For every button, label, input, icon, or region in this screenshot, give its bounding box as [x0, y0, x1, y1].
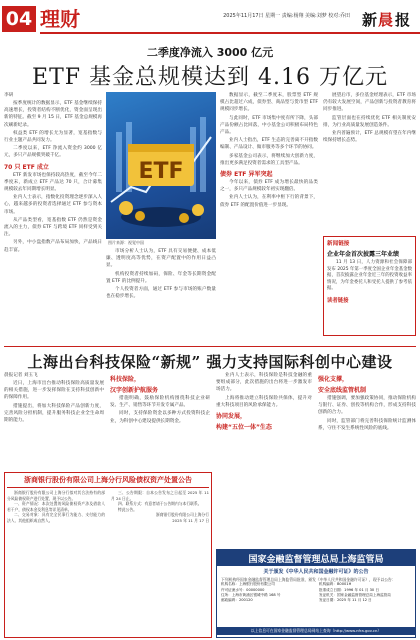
notice-paragraph: 浙商银行股份有限公司上海分行拟对其合法持有的部分风险债权资产进行处置，现予以公告。	[7, 490, 105, 501]
license-field: 批准成立日期：1996 年 01 月 30 日	[319, 587, 379, 592]
header-rule	[40, 32, 420, 34]
paragraph: 近日，上海市出台推动科技保险高质量发展的相关措施，进一步发挥保险在支持科技创新中的保障作用。	[4, 381, 104, 401]
story2-byline: 晨报记者 刘玉飞	[4, 373, 38, 378]
paragraph: 另外，中小盘指数产品布局加快，产品线日趋丰富。	[4, 240, 102, 253]
paragraph: 机构投资者持续加码，保险、年金等长期资金配置 ETF 的比例提升。	[106, 271, 216, 284]
story1-column-1	[4, 92, 102, 344]
page-header	[0, 0, 420, 34]
paragraph: 个人投资者方面，通过 ETF 参与市场的账户数量也在稳步增长。	[106, 287, 216, 300]
subhead: 强化支撑，	[318, 376, 349, 383]
paragraph: 业内人士表示，科技保险是科技金融的重要组成部分，此次措施的出台将进一步激发市场活力。	[216, 373, 312, 393]
notice-date: 2025 年 11 月 17 日	[172, 517, 209, 523]
subhead: 安全底线监管机制	[318, 387, 367, 394]
paragraph: 多家基金公司表示，将继续加大创新力度，推出更多满足投资者需求的工具型产品。	[220, 153, 318, 166]
paragraph: 监管层面也在持续优化 ETF 相关制度安排，为行业高质量发展创造条件。	[323, 115, 416, 128]
paragraph: 业内人士认为，在利率中枢下行的背景下，债券 ETF 的配置价值进一步显现。	[220, 195, 318, 208]
story1-column-4	[323, 92, 416, 232]
story1-byline: 李研	[4, 93, 14, 98]
newspaper-logo	[358, 3, 418, 31]
license-field: 机构名称：上海银行股份有限公司	[221, 582, 275, 587]
notice-paragraph: 四、联系方式：有意者请于公告期内与本行联系。	[118, 501, 202, 507]
regulator-notice-body: 下列机构经国家金融监督管理总局上海监管局批准，颁发《中华人民共和国金融许可证》，现予以公告：	[221, 577, 396, 582]
svg-text:报: 报	[395, 11, 411, 29]
story1-column-3	[220, 92, 318, 344]
etf-illustration	[106, 92, 216, 239]
paragraph: 按季度统计的数据显示，ETF 基金继续保持高速增长，投资者结构不断优化，资金面呈现出新的特征。截至 9 月 15 日，ETF 基金总规模再次刷新纪录。	[4, 101, 102, 128]
notice-signature: 浙商银行股份有限公司上海分行	[155, 512, 209, 518]
license-field: 许可证流水号：00000000	[221, 587, 265, 592]
story1-column-2	[106, 248, 216, 344]
notice-paragraph: 二、交易对象：具有完全民事行为能力、支付能力的法人、其他组织或自然人。	[7, 512, 105, 523]
news-link-body: 11 月 13 日，人力资源和社会保障部发布 2025 年第一季度全国企业年金基金数据，首次披露企业年金近三年的投资收益率情况，为年金委托人和受托人提供了参考依据。	[327, 260, 412, 292]
paragraph: 二季度以来，ETF 净流入资金约 3000 亿元，多只产品规模突破千亿。	[4, 146, 102, 159]
etf-photo	[106, 92, 216, 239]
notice-paragraph: 三、公告期限：自本公告发布之日起至 2025 年 11 月 24 日止。	[111, 490, 209, 501]
svg-text:新: 新	[362, 11, 378, 29]
story1-headline: ETF 基金总规模达到 4.16 万亿元	[32, 65, 388, 90]
license-field: 住所：上海市黄浦区银城中路 168 号	[221, 592, 281, 597]
paragraph: 措施提出，将加大科技保险产品创新力度，完善风险分担机制，提升服务科技企业全生命周期的能力。	[4, 403, 104, 424]
story2-column-1	[4, 372, 104, 468]
license-field: 机构编码：B0001H	[319, 582, 352, 587]
bank-notice-body	[7, 490, 209, 524]
news-link-title: 新闻链接	[327, 241, 350, 247]
bank-notice-ad	[4, 472, 212, 638]
news-link-box	[323, 236, 416, 336]
section-title: 理财	[40, 7, 80, 31]
paragraph: 与此同时，ETF 市场集中度有所下降，头部产品份额占比回落，中小基金公司积极布局特色产品。	[220, 115, 318, 136]
story2-column-3	[216, 372, 312, 546]
story1-deck: 二季度净流入 3000 亿元	[146, 46, 274, 59]
svg-text:ETF: ETF	[138, 159, 184, 184]
story2-headline: 上海出台科技保险“新规” 强力支持国际科创中心建设	[27, 353, 393, 371]
paragraph: 业内普遍预计，ETF 总规模有望在年内继续保持增长态势。	[323, 131, 416, 144]
regulator-notice-subheader: 关于颁发《中华人民共和国金融许可证》的公告	[263, 569, 369, 575]
paragraph: 上海将推动建立科技保险共保体，提升对重大科技项目的风险承保能力。	[216, 395, 312, 408]
story2-column-4	[318, 372, 416, 546]
regulator-notice-ad	[216, 549, 416, 638]
paragraph: 权益类 ETF 的增长尤为显著，宽基指数与行业主题产品共同发力。	[4, 130, 102, 144]
news-link-subtitle: 企业年金首次披露三年业绩	[327, 251, 400, 258]
regulator-notice-header: 国家金融监督管理总局上海监管局	[217, 550, 415, 566]
subhead: 70 只 ETF 成立	[4, 163, 49, 171]
license-field: 发证日期：2025 年 11 月 12 日	[319, 598, 372, 603]
paragraph: 从产品类型看，宽基指数 ETF 仍然是资金流入的主力，债券 ETF 与跨境 ETF 同样受到关注。	[4, 217, 102, 238]
paragraph: 业内人士表示，指数化投资理念逐步深入人心，越来越多的投资者选择通过 ETF 参与资本市场。	[4, 195, 102, 215]
license-field: 发证机关：国家金融监督管理总局上海监管局	[319, 592, 391, 597]
license-fields	[217, 582, 415, 603]
subhead: 构建“五位一体”生态	[216, 424, 272, 432]
subhead: 汉字创新护航服务	[110, 387, 159, 394]
svg-text:晨: 晨	[378, 11, 394, 29]
paragraph: 业内人士指出，ETF 生态的完善离不开指数编制、产品设计、做市服务等多个环节的协同。	[220, 138, 318, 151]
paragraph: ETF 新发市场也保持较高热度，截至今年二季度末，新成立 ETF 产品达 70 只，合计募集规模较去年同期增长明显。	[4, 172, 102, 193]
notice-paragraph: 特此公告。	[118, 506, 137, 512]
story2-column-2	[110, 372, 210, 468]
paragraph: 同时，监管部门将完善科技保险统计监测体系，守住不发生系统性风险的底线。	[318, 418, 416, 431]
issue-date: 2025年11月17日 星期一 责编:杨翔 美编:刘梦 校对:乔田	[223, 13, 350, 19]
subhead: 协同发展，	[216, 413, 247, 421]
regulator-notice-footer: 以上信息可在国家金融监督管理总局网站上查询（http://www.nfra.gov.cn）	[217, 627, 415, 635]
bank-notice-title: 浙商银行股份有限公司上海分行风险债权资产处置公告	[7, 475, 209, 488]
notice-paragraph: 一、资产情况：本次处置的风险债权资产涉及借款人若干户，债权本金及利息等详见清单。	[7, 501, 105, 512]
paragraph: 今年以来，债券 ETF 成为增长最快的品类之一，多只产品规模较年初实现翻倍。	[220, 180, 318, 193]
subhead: 科技保险，	[110, 376, 141, 383]
paragraph: 展望后市，多位基金经理表示，ETF 市场仍有较大发展空间，产品创新与投资者教育将同步推进。	[323, 93, 416, 113]
license-field: 邮政编码：200120	[221, 598, 253, 603]
news-link-tag: 读者链接	[327, 297, 349, 304]
paragraph: 数据显示，截至二季度末，股票型 ETF 规模占比超过六成，债券型、商品型与货币型 ETF 规模同步增长。	[220, 93, 318, 113]
photo-caption: 图片来源：视觉中国	[108, 240, 144, 245]
page-number: 04	[2, 6, 36, 32]
paragraph: 市场分析人士认为，ETF 具有交易便捷、成本低廉、透明度高等优势，在资产配置中的作用日益凸显。	[106, 249, 216, 269]
paragraph: 措施强调，要加强政策协同，推动保险机构与银行、证券、创投等机构合作，形成支持科技创新的合力。	[318, 396, 416, 416]
paragraph: 同时，支持保险资金以多种方式投资科技企业，为科创中心建设提供长期资金。	[110, 411, 210, 424]
section-divider	[4, 346, 416, 347]
paragraph: 措施明确，鼓励保险机构围绕科技企业研发、生产、销售等环节开发专属产品。	[110, 396, 210, 409]
subhead: 债券 ETF 异军突起	[220, 171, 273, 179]
